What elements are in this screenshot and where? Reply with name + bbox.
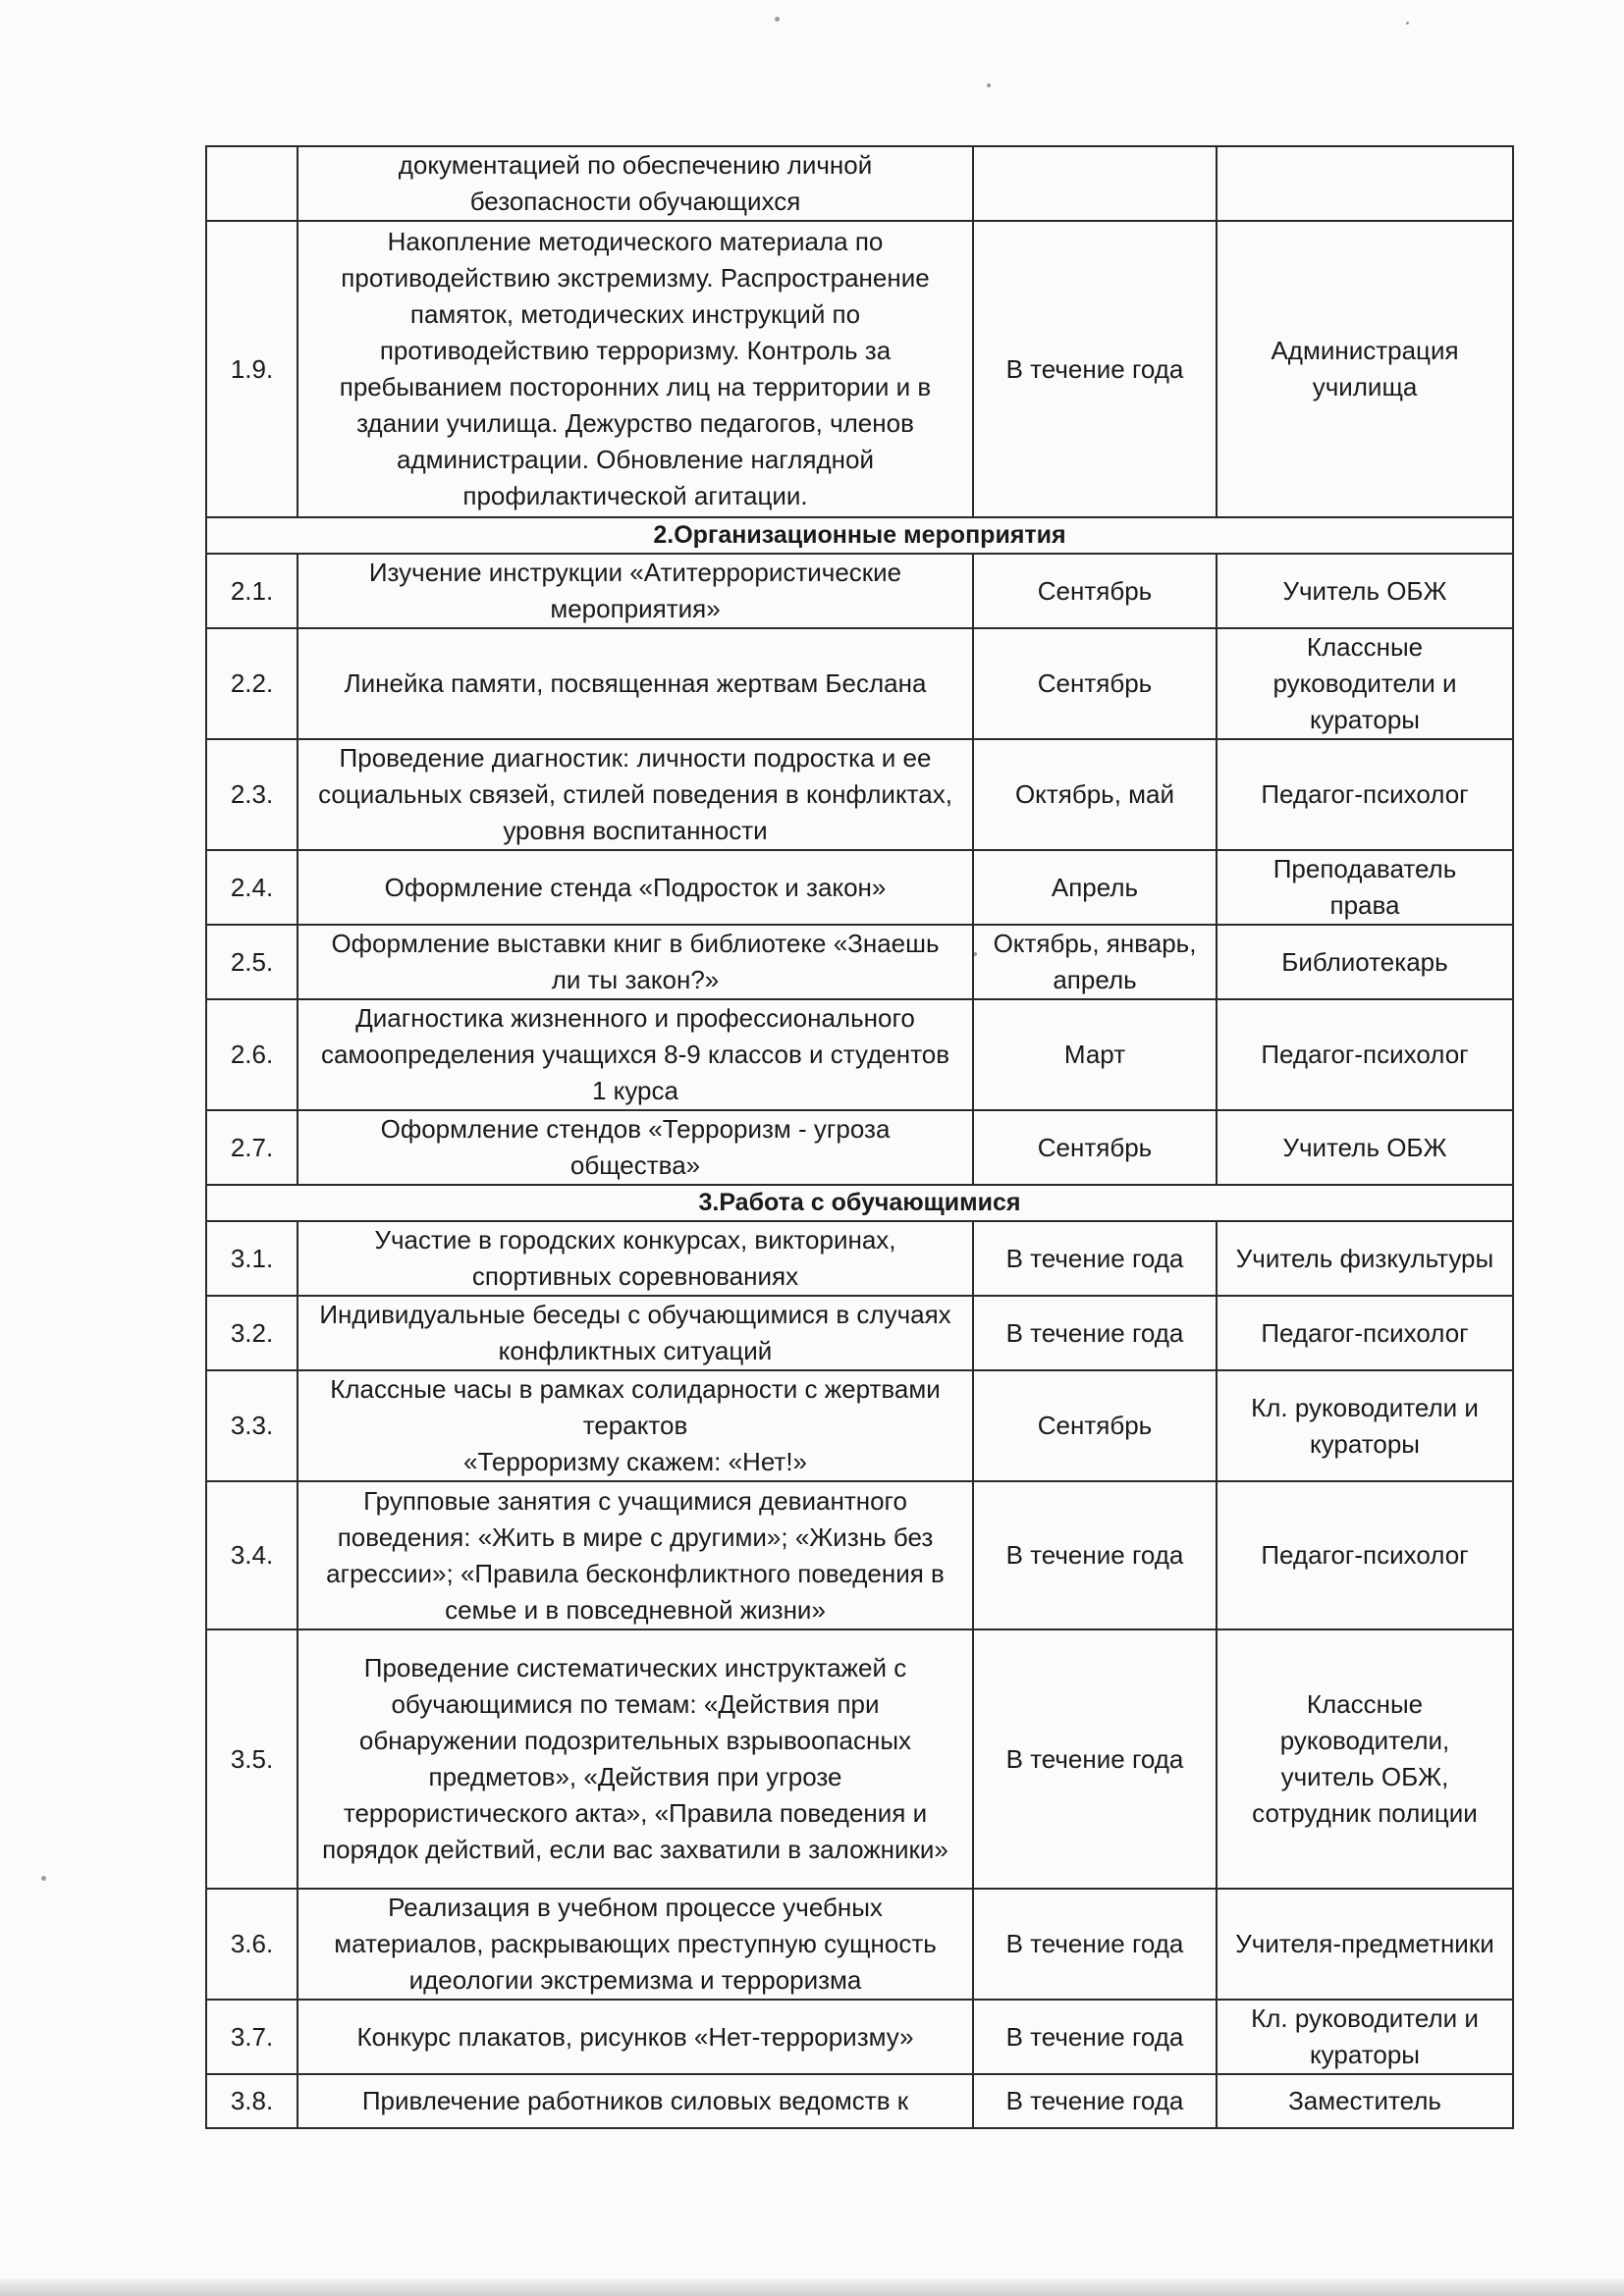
table-row <box>206 2074 1513 2128</box>
activity-cell: Диагностика жизненного и профессионального самоопределения учащихся 8-9 классов и студентов 1 курса <box>298 999 973 1110</box>
table-row <box>206 1370 1513 1481</box>
table-row <box>206 1481 1513 1629</box>
term-cell: Сентябрь <box>973 554 1217 628</box>
activity-cell: Конкурс плакатов, рисунков «Нет-терроризму» <box>298 2000 973 2074</box>
responsible-cell: Преподаватель права <box>1217 850 1513 925</box>
activity-cell: Оформление стендов «Терроризм - угроза общества» <box>298 1110 973 1185</box>
activity-cell: Индивидуальные беседы с обучающимися в случаях конфликтных ситуаций <box>298 1296 973 1370</box>
responsible-cell: Учитель физкультуры <box>1217 1221 1513 1296</box>
term-cell: Март <box>973 999 1217 1110</box>
term-cell: Сентябрь <box>973 628 1217 739</box>
responsible-cell: Кл. руководители и кураторы <box>1217 2000 1513 2074</box>
table-row <box>206 1296 1513 1370</box>
responsible-cell: Учитель ОБЖ <box>1217 1110 1513 1185</box>
table-row <box>206 554 1513 628</box>
activity-cell: Групповые занятия с учащимися девиантного поведения: «Жить в мире с другими»; «Жизнь без агрессии»; «Правила бесконфликтного поведения в семье и в повседневной жизни» <box>298 1481 973 1629</box>
activity-cell: Классные часы в рамках солидарности с жертвами терактов «Терроризму скажем: «Нет!» <box>298 1370 973 1481</box>
row-number: 3.7. <box>206 2000 298 2074</box>
activity-cell: Изучение инструкции «Атитеррористические мероприятия» <box>298 554 973 628</box>
term-cell: В течение года <box>973 1889 1217 2000</box>
scan-speck <box>987 83 991 87</box>
term-cell: Октябрь, январь, апрель <box>973 925 1217 999</box>
responsible-cell: Заместитель <box>1217 2074 1513 2128</box>
activity-plan-table <box>205 145 1514 2129</box>
row-number: 3.6. <box>206 1889 298 2000</box>
row-number: 3.8. <box>206 2074 298 2128</box>
scan-bottom-edge <box>0 2279 1624 2296</box>
row-number: 3.2. <box>206 1296 298 1370</box>
table-row <box>206 1629 1513 1889</box>
responsible-cell <box>1217 146 1513 221</box>
responsible-cell: Администрация училища <box>1217 221 1513 517</box>
section-title: 3.Работа с обучающимися <box>206 1185 1513 1221</box>
term-cell: В течение года <box>973 2000 1217 2074</box>
scan-speck <box>41 1876 46 1881</box>
term-cell: Апрель <box>973 850 1217 925</box>
term-cell <box>973 146 1217 221</box>
row-number: 3.5. <box>206 1629 298 1889</box>
activity-cell: документацией по обеспечению личной безопасности обучающихся <box>298 146 973 221</box>
activity-cell: Линейка памяти, посвященная жертвам Беслана <box>298 628 973 739</box>
row-number: 2.1. <box>206 554 298 628</box>
table-row <box>206 628 1513 739</box>
responsible-cell: Кл. руководители и кураторы <box>1217 1370 1513 1481</box>
row-number: 3.3. <box>206 1370 298 1481</box>
table-row <box>206 1221 1513 1296</box>
row-number: 2.3. <box>206 739 298 850</box>
scan-speck <box>775 17 780 22</box>
scan-speck <box>1406 22 1409 25</box>
table-row <box>206 925 1513 999</box>
term-cell: В течение года <box>973 221 1217 517</box>
term-cell: Сентябрь <box>973 1370 1217 1481</box>
term-cell: В течение года <box>973 1481 1217 1629</box>
term-cell: В течение года <box>973 2074 1217 2128</box>
table-row <box>206 146 1513 221</box>
activity-cell: Реализация в учебном процессе учебных материалов, раскрывающих преступную сущность идеологии экстремизма и терроризма <box>298 1889 973 2000</box>
row-number: 1.9. <box>206 221 298 517</box>
responsible-cell: Педагог-психолог <box>1217 1481 1513 1629</box>
responsible-cell: Учителя-предметники <box>1217 1889 1513 2000</box>
row-number: 2.5. <box>206 925 298 999</box>
term-cell: Октябрь, май <box>973 739 1217 850</box>
row-number: 2.4. <box>206 850 298 925</box>
row-number: 2.2. <box>206 628 298 739</box>
term-cell: В течение года <box>973 1629 1217 1889</box>
table-row <box>206 2000 1513 2074</box>
table-row <box>206 1889 1513 2000</box>
section-header-row <box>206 517 1513 554</box>
activity-cell: Привлечение работников силовых ведомств к <box>298 2074 973 2128</box>
activity-cell: Проведение диагностик: личности подростка и ее социальных связей, стилей поведения в конфликтах, уровня воспитанности <box>298 739 973 850</box>
section-title: 2.Организационные мероприятия <box>206 517 1513 554</box>
term-cell: В течение года <box>973 1296 1217 1370</box>
activity-cell: Оформление выставки книг в библиотеке «Знаешь ли ты закон?» <box>298 925 973 999</box>
responsible-cell: Библиотекарь <box>1217 925 1513 999</box>
responsible-cell: Классные руководители, учитель ОБЖ, сотрудник полиции <box>1217 1629 1513 1889</box>
activity-cell: Участие в городских конкурсах, викторинах, спортивных соревнованиях <box>298 1221 973 1296</box>
row-number <box>206 146 298 221</box>
activity-cell: Накопление методического материала по противодействию экстремизму. Распространение памяток, методических инструкций по противодействию терроризму. Контроль за пребыванием посторонних лиц на территории и в здании училища. Дежурство педагогов, членов администрации. Обновление наглядной профилактической агитации. <box>298 221 973 517</box>
responsible-cell: Классные руководители и кураторы <box>1217 628 1513 739</box>
responsible-cell: Педагог-психолог <box>1217 739 1513 850</box>
table-row <box>206 850 1513 925</box>
term-cell: В течение года <box>973 1221 1217 1296</box>
row-number: 3.1. <box>206 1221 298 1296</box>
table-row <box>206 221 1513 517</box>
row-number: 2.7. <box>206 1110 298 1185</box>
row-number: 3.4. <box>206 1481 298 1629</box>
table-row <box>206 1110 1513 1185</box>
responsible-cell: Педагог-психолог <box>1217 1296 1513 1370</box>
responsible-cell: Педагог-психолог <box>1217 999 1513 1110</box>
table-row <box>206 999 1513 1110</box>
activity-cell: Проведение систематических инструктажей с обучающимися по темам: «Действия при обнаружении подозрительных взрывоопасных предметов», «Действия при угрозе террористического акта», «Правила поведения и порядок действий, если вас захватили в заложники» <box>298 1629 973 1889</box>
section-header-row <box>206 1185 1513 1221</box>
responsible-cell: Учитель ОБЖ <box>1217 554 1513 628</box>
row-number: 2.6. <box>206 999 298 1110</box>
table-row <box>206 739 1513 850</box>
term-cell: Сентябрь <box>973 1110 1217 1185</box>
activity-cell: Оформление стенда «Подросток и закон» <box>298 850 973 925</box>
